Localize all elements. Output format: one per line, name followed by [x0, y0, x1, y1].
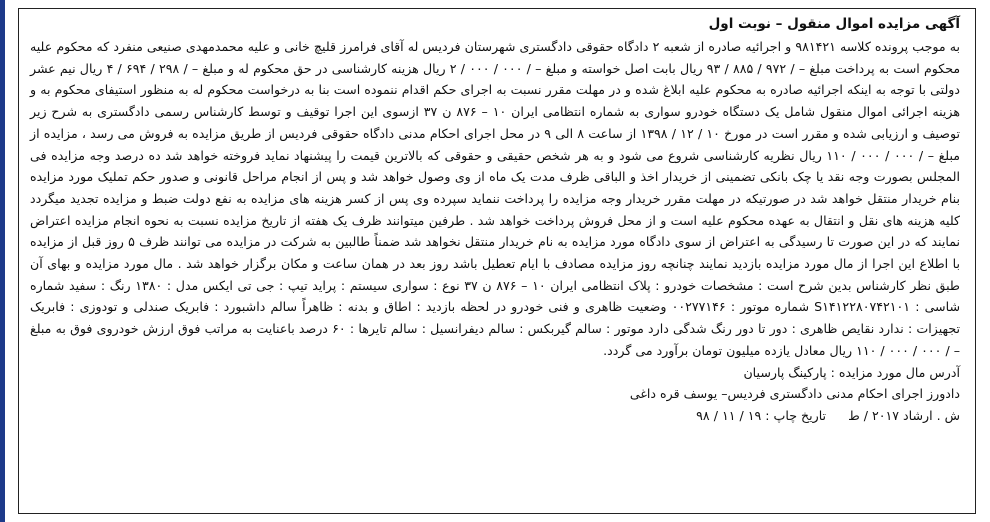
- print-date: تاریخ چاپ : ۱۹ / ۱۱ / ۹۸: [696, 407, 827, 423]
- auction-address: آدرس مال مورد مزایده : پارکینگ پارسیان: [743, 364, 960, 380]
- notice-title: آگهی مزایده اموال منقول – نوبت اول: [708, 16, 960, 32]
- left-edge-stripe: [0, 0, 5, 522]
- notice-body: به موجب پرونده کلاسه ۹۸۱۴۲۱ و اجرائیه صادره از شعبه ۲ دادگاه حقوقی دادگستری شهرستان فردیس له آقای فرامرز قلیچ خانی و علیه محمدمهدی صنیعی منفرد که محکوم علیه محکوم است به پرداخت مبلغ – / ۹۷۲ / ۸۸۵ / ۹۳ ریال بابت اصل خواسته و مبلغ – / ۰۰۰ / ۰۰۰ / ۲ ریال هزینه کارشناسی در حق محکوم له و مبلغ – / ۲۹۸ / ۶۹۴ / ۴ ریال نیم عشر دولتی با توجه به اینکه اجرائیه صادره به محکوم علیه ابلاغ شده و در مهلت مقرر نسبت به اجرای حکم اقدام ننموده است بنا به درخواست محکوم له به منظور استیفای محکوم به و هزینه اجرائی اموال منقول شامل یک دستگاه خودرو سواری به شماره انتظامی ایران ۱۰ – ۸۷۶ ن ۳۷ ازسوی این اجرا توقیف و توسط کارشناس رسمی دادگستری به شرح زیر توصیف و ارزیابی شده و مقرر است در مورخ ۱۰ / ۱۲ / ۱۳۹۸ از ساعت ۸ الی ۹ در محل اجرای احکام مدنی دادگاه حقوقی فردیس از طریق مزایده به فروش می رسد ، مزایده از مبلغ – / ۰۰۰ / ۰۰۰ / ۱۱۰ ریال نظریه کارشناسی شروع می شود و به هر شخص حقیقی و حقوقی که بالاترین قیمت را پیشنهاد نماید فروخته خواهد شد ده درصد وجه مزایده فی المجلس بصورت وجه نقد یا چک بانکی تضمینی از خریدار اخذ و الباقی ظرف مدت یک ماه از وی وصول خواهد شد و پس از انجام مراحل قانونی و صدور حکم تملیک مورد مزایده بنام خریدار منتقل خواهد شد در صورتیکه در مهلت مقرر خریدار وجه مزایده را پرداخت ننماید سپرده وی پس از کسر هزینه های مزایده به نفع دولت ضبط و مزایده تجدید میگردد کلیه هزینه های نقل و انتقال به عهده محکوم علیه است و از محل فروش پرداخت خواهد شد . طرفین میتوانند ظرف یک هفته از تاریخ مزایده نسبت به نحوه انجام مزایده اعتراض نمایند که در این صورت تا رسیدگی به اعتراض از سوی دادگاه مورد مزایده به نام خریدار منتقل نخواهد شد ضمناً طالبین به شرکت در مزایده می توانند ظرف ۵ روز قبل از مزایده با اطلاع این اجرا از مال مورد مزایده بازدید نمایند چنانچه روز مزایده مصادف با ایام تعطیل باشد روز بعد در همان ساعت و مکان برگزار خواهد شد . مال مورد مزایده و بهای آن طبق نظر کارشناس بدین شرح است : مشخصات خودرو : پلاک انتظامی ایران ۱۰ – ۸۷۶ ن ۳۷ نوع : سواری سیستم : پراید تیپ : جی تی ایکس مدل : ۱۳۸۰ رنگ : سفید شماره شاسی : S۱۴۱۲۲۸۰۷۴۲۱۰۱ شماره موتور : ۰۰۲۷۷۱۴۶ وضعیت ظاهری و فنی خودرو در لحظه بازدید : اطاق و بدنه : ظاهراً سالم داشبورد : فابریک صندلی و تودوزی : فابریک تجهیزات : ندارد نقایص ظاهری : دور تا دور رنگ شدگی دارد موتور : سالم گیربکس : سالم دیفرانسیل : سالم تایرها : ۶۰ درصد باعنایت به مراتب فوق ارزش خودروی فوق به مبلغ – / ۰۰۰ / ۰۰۰ / ۱۱۰ ریال معادل یازده میلیون تومان برآورد می گردد.: [30, 39, 961, 358]
- signature-line: دادورز اجرای احکام مدنی دادگستری فردیس– یوسف قره داغی: [629, 386, 960, 402]
- auction-notice: [30, 14, 960, 427]
- ershad-number: ش . ارشاد ۲۰۱۷ / ط: [848, 407, 960, 423]
- notice-footer: [30, 405, 960, 427]
